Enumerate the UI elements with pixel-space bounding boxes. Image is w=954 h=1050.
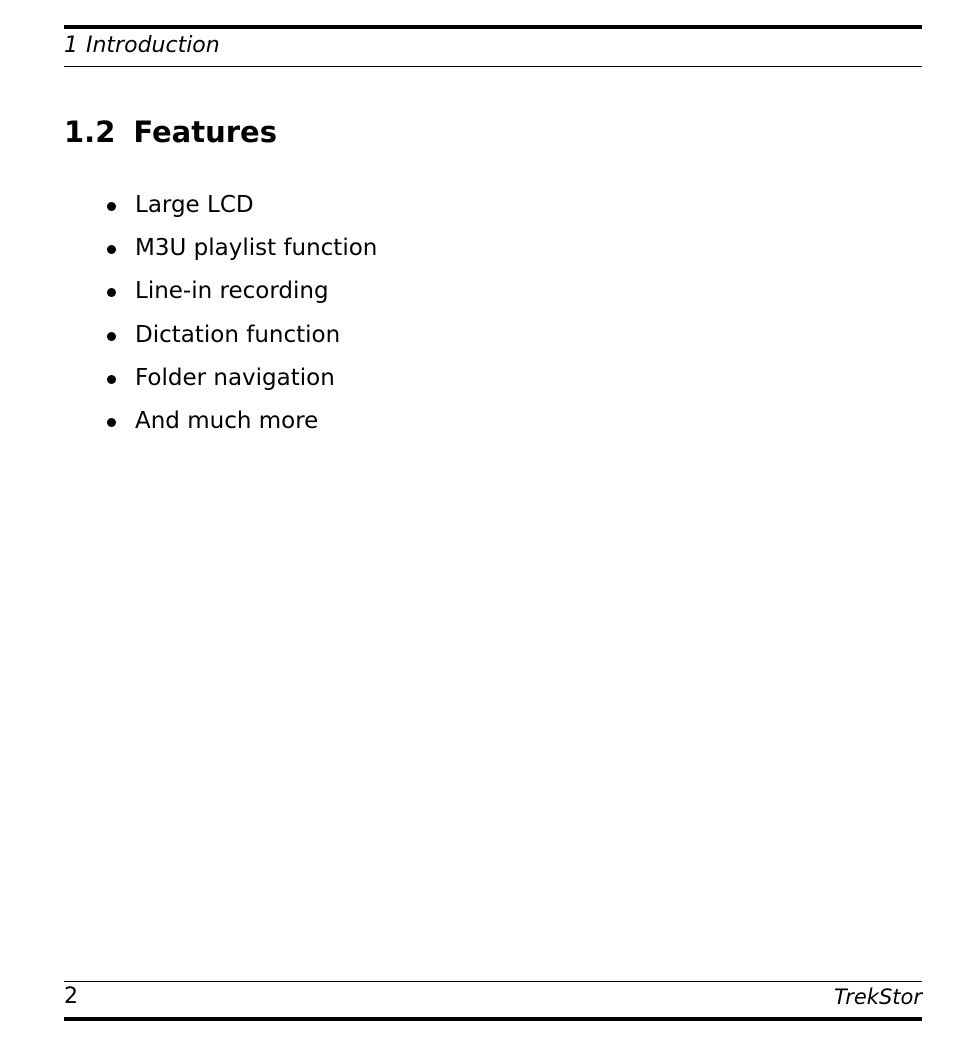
running-header	[64, 32, 220, 60]
list-item	[107, 362, 377, 405]
bullet-icon	[107, 245, 116, 254]
list-item	[107, 189, 377, 232]
header-rule-top	[64, 25, 922, 29]
section-title: Features	[133, 115, 277, 149]
chapter-number: 1	[64, 33, 78, 58]
bullet-icon	[107, 418, 116, 427]
footer-rule-top	[64, 981, 922, 982]
list-item-label: Line-in recording	[135, 278, 329, 305]
list-item	[107, 232, 377, 275]
bullet-icon	[107, 375, 116, 384]
bullet-icon	[107, 332, 116, 341]
section-heading	[64, 112, 277, 152]
list-item-label: Folder navigation	[135, 364, 335, 391]
chapter-title: Introduction	[86, 33, 220, 58]
bullet-icon	[107, 202, 116, 211]
bullet-icon	[107, 288, 116, 297]
list-item-label: Large LCD	[135, 192, 254, 218]
footer-rule-bottom	[64, 1017, 922, 1021]
list-item	[107, 405, 377, 448]
page-number: 2	[64, 984, 78, 1009]
footer-brand: TrekStor	[834, 985, 922, 1009]
list-item	[107, 275, 377, 318]
list-item-label: Dictation function	[135, 321, 341, 348]
list-item-label: And much more	[135, 407, 319, 434]
feature-list	[107, 189, 377, 448]
header-rule-bottom	[64, 66, 922, 67]
list-item	[107, 319, 377, 362]
section-number: 1.2	[64, 115, 116, 149]
list-item-label: M3U playlist function	[135, 235, 378, 262]
